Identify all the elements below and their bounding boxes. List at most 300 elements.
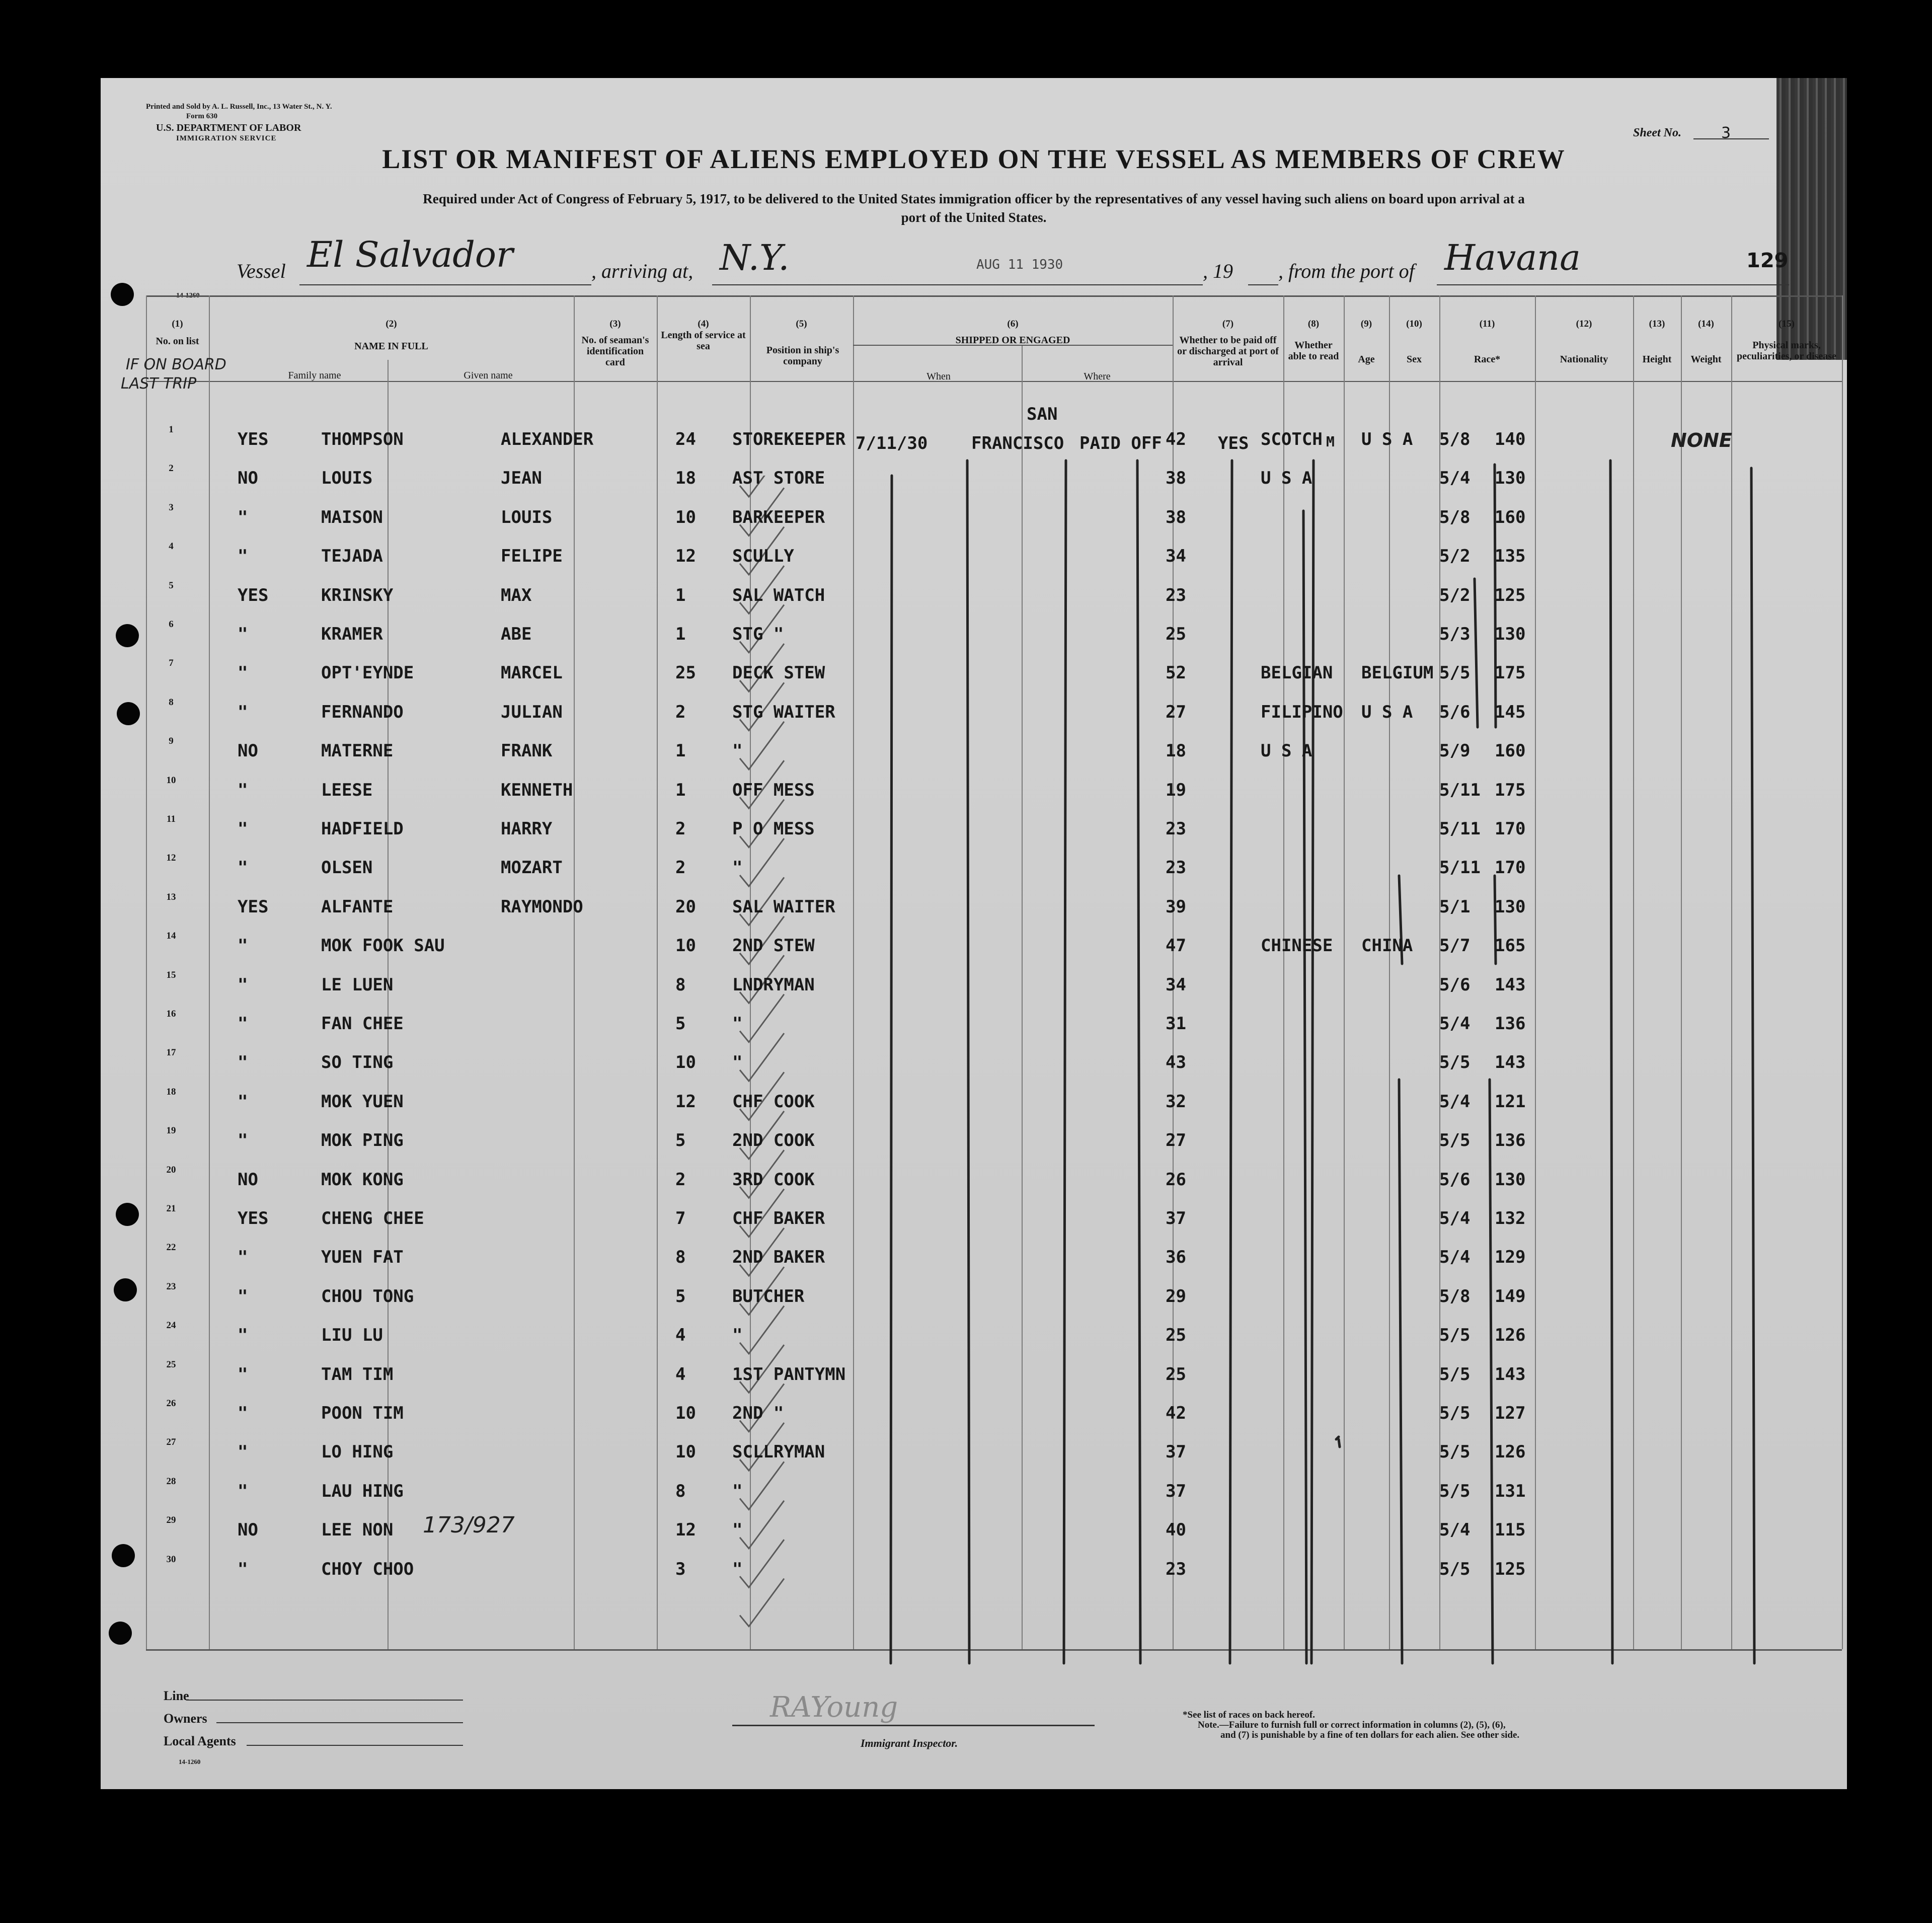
row-number: 1 [169, 424, 174, 435]
col-num-8: (8) [1307, 319, 1320, 329]
cell-height: 5/5 [1439, 1130, 1471, 1151]
cell-on-board: " [238, 1052, 248, 1073]
cell-length-of-service: 2 [675, 858, 686, 878]
cell-weight: 143 [1495, 1364, 1526, 1384]
row-number: 3 [169, 502, 174, 513]
col-head-age: Age [1358, 354, 1375, 365]
cell-height: 5/11 [1439, 819, 1481, 839]
cell-family-name: HADFIELD [321, 819, 404, 839]
cell-family-name: MOK KONG [321, 1169, 404, 1190]
paid-off: PAID OFF [1079, 433, 1162, 453]
cell-height: 5/4 [1439, 468, 1471, 489]
col-num-13: (13) [1649, 319, 1665, 329]
col-head-shipped: SHIPPED OR ENGAGED [955, 335, 1070, 346]
cell-position: " [732, 1052, 743, 1073]
cell-age: 25 [1166, 1325, 1186, 1346]
cell-on-board: " [238, 780, 248, 800]
cell-on-board: " [238, 1014, 248, 1034]
cell-family-name: MATERNE [321, 741, 394, 761]
col-num-3: (3) [609, 319, 621, 329]
printer-imprint: Printed and Sold by A. L. Russell, Inc., 13 Water St., N. Y. [146, 103, 332, 111]
col-num-15: (15) [1779, 319, 1795, 329]
cell-given-name: FELIPE [501, 546, 563, 567]
cell-length-of-service: 4 [675, 1364, 686, 1384]
cell-family-name: FAN CHEE [321, 1014, 404, 1034]
annotation-if-on-board: IF ON BOARD [126, 356, 226, 373]
cell-length-of-service: 24 [675, 429, 696, 449]
cell-weight: 130 [1495, 1169, 1526, 1190]
vessel-name: El Salvador [307, 234, 513, 275]
cell-position: CHF COOK [732, 1091, 815, 1112]
cell-position: DECK STEW [732, 663, 825, 683]
cell-on-board: " [238, 1247, 248, 1268]
cell-family-name: CHOY CHOO [321, 1559, 414, 1579]
cell-height: 5/11 [1439, 858, 1481, 878]
shipped-where-top: SAN [1027, 404, 1058, 424]
cell-weight: 175 [1495, 663, 1526, 683]
row-number: 20 [166, 1164, 176, 1175]
cell-given-name: KENNETH [501, 780, 573, 800]
cell-age: 37 [1166, 1481, 1186, 1501]
cell-weight: 175 [1495, 780, 1526, 800]
cell-age: 38 [1166, 507, 1186, 527]
sex-value: M [1326, 433, 1335, 450]
cell-family-name: KRAMER [321, 624, 383, 644]
cell-age: 52 [1166, 663, 1186, 683]
binder-hole [116, 624, 139, 647]
col-num-1: (1) [172, 319, 183, 329]
cell-length-of-service: 2 [675, 819, 686, 839]
year-label: , 19 [1203, 260, 1233, 282]
row-number: 7 [169, 658, 174, 669]
cell-position: 2ND BAKER [732, 1247, 825, 1268]
cell-length-of-service: 5 [675, 1286, 686, 1306]
shipped-where: FRANCISCO [971, 433, 1064, 453]
cell-length-of-service: 10 [675, 1052, 696, 1073]
cell-nationality: BELGIUM [1361, 663, 1434, 683]
cell-length-of-service: 10 [675, 1403, 696, 1423]
footer-note-3: and (7) is punishable by a fine of ten dollars for each alien. See other side. [1220, 1730, 1520, 1740]
cell-position: STG " [732, 624, 784, 644]
cell-position: " [732, 1520, 743, 1541]
cell-on-board: " [238, 1481, 248, 1501]
col-head-physical-marks: Physical marks, peculiarities, or disease [1737, 340, 1836, 362]
cell-age: 34 [1166, 974, 1186, 995]
cell-position: SCULLY [732, 546, 794, 567]
cell-given-name: JULIAN [501, 702, 563, 722]
cell-nationality: CHINA [1361, 936, 1413, 956]
inspector-label: Immigrant Inspector. [861, 1737, 958, 1749]
cell-family-name: LIU LU [321, 1325, 383, 1346]
department-name: U.S. DEPARTMENT OF LABOR [156, 122, 301, 133]
col-num-7: (7) [1222, 319, 1234, 329]
cell-weight: 132 [1495, 1208, 1526, 1228]
cell-age: 25 [1166, 1364, 1186, 1384]
cell-length-of-service: 12 [675, 1091, 696, 1112]
able-to-read: YES [1218, 433, 1249, 453]
cell-age: 47 [1166, 936, 1186, 956]
cell-weight: 143 [1495, 974, 1526, 995]
cell-weight: 145 [1495, 702, 1526, 722]
cell-age: 29 [1166, 1286, 1186, 1306]
cell-on-board: " [238, 1364, 248, 1384]
row-number: 28 [166, 1476, 176, 1487]
cell-age: 37 [1166, 1208, 1186, 1228]
sheet-label: Sheet No. [1633, 126, 1681, 139]
cell-weight: 160 [1495, 741, 1526, 761]
row-number: 11 [167, 814, 176, 824]
col-head-name: NAME IN FULL [354, 341, 428, 352]
cell-race: BELGIAN [1261, 663, 1333, 683]
cell-weight: 121 [1495, 1091, 1526, 1112]
col-head-sex: Sex [1407, 354, 1422, 365]
cell-length-of-service: 8 [675, 974, 686, 995]
row-number: 19 [166, 1125, 176, 1136]
cell-on-board: " [238, 1559, 248, 1579]
cell-age: 36 [1166, 1247, 1186, 1268]
cell-weight: 160 [1495, 507, 1526, 527]
cell-length-of-service: 8 [675, 1481, 686, 1501]
footer-owners-field [216, 1722, 463, 1723]
cell-age: 34 [1166, 546, 1186, 567]
physical-marks-value: NONE [1671, 429, 1732, 451]
cell-age: 18 [1166, 741, 1186, 761]
form-number: Form 630 [186, 112, 218, 120]
from-port-label: , from the port of [1278, 260, 1415, 282]
row-number: 26 [166, 1398, 176, 1409]
cell-height: 5/6 [1439, 974, 1471, 995]
vessel-label: Vessel [237, 260, 286, 282]
cell-family-name: LEE NON [321, 1520, 394, 1541]
cell-length-of-service: 20 [675, 896, 696, 917]
inspector-signature: RAYoung [770, 1691, 898, 1724]
cell-given-name: RAYMONDO [501, 896, 583, 917]
cell-height: 5/8 [1439, 1286, 1471, 1306]
cell-age: 39 [1166, 896, 1186, 917]
row-number: 13 [166, 891, 176, 902]
cell-family-name: YUEN FAT [321, 1247, 404, 1268]
row-number: 29 [166, 1515, 176, 1526]
cell-length-of-service: 5 [675, 1014, 686, 1034]
service-name: IMMIGRATION SERVICE [176, 134, 277, 142]
cell-age: 19 [1166, 780, 1186, 800]
cell-weight: 130 [1495, 624, 1526, 644]
cell-on-board: " [238, 546, 248, 567]
cell-on-board: NO [238, 741, 258, 761]
binder-hole [112, 1544, 135, 1567]
cell-position: 2ND COOK [732, 1130, 815, 1151]
cell-weight: 130 [1495, 468, 1526, 489]
cell-age: 38 [1166, 468, 1186, 489]
row-number: 4 [169, 541, 174, 552]
cell-on-board: YES [238, 1208, 269, 1228]
cell-race: U S A [1261, 468, 1312, 489]
footer-note-1: *See list of races on back hereof. [1183, 1710, 1315, 1720]
row-number: 24 [166, 1320, 176, 1331]
cell-given-name: ABE [501, 624, 532, 644]
subhead-given-name: Given name [463, 370, 513, 381]
pen-note: 173/927 [423, 1512, 515, 1538]
row-number: 9 [169, 736, 174, 747]
binder-hole [109, 1622, 132, 1645]
binder-hole [116, 1203, 139, 1226]
col-head-race: Race* [1474, 354, 1501, 365]
cell-position: " [732, 1559, 743, 1579]
cell-position: SCLLRYMAN [732, 1442, 825, 1463]
cell-on-board: " [238, 507, 248, 527]
row-number: 21 [166, 1203, 176, 1214]
annotation-last-trip: LAST TRIP [121, 375, 197, 393]
cell-family-name: TAM TIM [321, 1364, 394, 1384]
cell-height: 5/5 [1439, 1052, 1471, 1073]
cell-height: 5/5 [1439, 1481, 1471, 1501]
row-number: 17 [166, 1047, 176, 1058]
cell-length-of-service: 18 [675, 468, 696, 489]
cell-on-board: " [238, 1091, 248, 1112]
cell-age: 43 [1166, 1052, 1186, 1073]
cell-length-of-service: 3 [675, 1559, 686, 1579]
cell-family-name: SO TING [321, 1052, 394, 1073]
row-number: 14 [166, 931, 176, 942]
cell-race: FILIPINO [1261, 702, 1343, 722]
binder-hole [111, 283, 134, 306]
col-head-weight: Weight [1690, 354, 1722, 365]
footer-agents-field [247, 1745, 463, 1746]
cell-nationality: U S A [1361, 702, 1413, 722]
cell-given-name: ALEXANDER [501, 429, 594, 449]
binder-hole [114, 1278, 137, 1301]
cell-age: 42 [1166, 429, 1186, 449]
row-number: 18 [166, 1086, 176, 1097]
cell-length-of-service: 5 [675, 1130, 686, 1151]
cell-length-of-service: 8 [675, 1247, 686, 1268]
col-num-9: (9) [1360, 319, 1372, 329]
cell-age: 42 [1166, 1403, 1186, 1423]
cell-height: 5/4 [1439, 1247, 1471, 1268]
binder-hole [117, 702, 140, 725]
cell-family-name: LO HING [321, 1442, 394, 1463]
cell-height: 5/2 [1439, 585, 1471, 605]
cell-height: 5/4 [1439, 1208, 1471, 1228]
cell-length-of-service: 25 [675, 663, 696, 683]
cell-family-name: CHOU TONG [321, 1286, 414, 1306]
cell-length-of-service: 2 [675, 702, 686, 722]
cell-weight: 135 [1495, 546, 1526, 567]
cell-height: 5/6 [1439, 702, 1471, 722]
cell-position: SAL WATCH [732, 585, 825, 605]
cell-length-of-service: 4 [675, 1325, 686, 1346]
cell-weight: 149 [1495, 1286, 1526, 1306]
cell-family-name: LE LUEN [321, 974, 394, 995]
cell-on-board: " [238, 974, 248, 995]
cell-weight: 131 [1495, 1481, 1526, 1501]
cell-on-board: " [238, 702, 248, 722]
cell-position: OFF MESS [732, 780, 815, 800]
cell-given-name: JEAN [501, 468, 542, 489]
cell-weight: 170 [1495, 819, 1526, 839]
cell-height: 5/5 [1439, 1403, 1471, 1423]
col-head-id-card: No. of seaman's identification card [581, 335, 649, 368]
col-num-10: (10) [1406, 319, 1422, 329]
page-number: 129 [1746, 249, 1789, 272]
cell-family-name: ALFANTE [321, 896, 394, 917]
cell-height: 5/4 [1439, 1091, 1471, 1112]
cell-weight: 136 [1495, 1130, 1526, 1151]
cell-family-name: TEJADA [321, 546, 383, 567]
cell-length-of-service: 10 [675, 936, 696, 956]
arriving-label: , arriving at, [591, 260, 693, 282]
row-number: 22 [166, 1242, 176, 1253]
cell-family-name: POON TIM [321, 1403, 404, 1423]
col-num-14: (14) [1698, 319, 1714, 329]
cell-position: 1ST PANTYMN [732, 1364, 846, 1384]
col-head-length-of-service: Length of service at sea [661, 330, 746, 352]
cell-length-of-service: 2 [675, 1169, 686, 1190]
sheet-number: 3 [1721, 124, 1731, 142]
date-stamp: AUG 11 1930 [976, 257, 1063, 272]
cell-length-of-service: 12 [675, 546, 696, 567]
row-number: 10 [166, 775, 176, 786]
cell-on-board: " [238, 1286, 248, 1306]
cell-family-name: KRINSKY [321, 585, 394, 605]
cell-height: 5/9 [1439, 741, 1471, 761]
cell-position: LNDRYMAN [732, 974, 815, 995]
cell-age: 31 [1166, 1014, 1186, 1034]
cell-on-board: " [238, 663, 248, 683]
cell-height: 5/5 [1439, 1559, 1471, 1579]
subhead-family-name: Family name [288, 370, 341, 381]
footer-agents-label: Local Agents [164, 1734, 236, 1748]
cell-age: 37 [1166, 1442, 1186, 1463]
cell-position: AST STORE [732, 468, 825, 489]
cell-position: SAL WAITER [732, 896, 835, 917]
cell-position: " [732, 741, 743, 761]
cell-family-name: LEESE [321, 780, 373, 800]
cell-position: 2ND STEW [732, 936, 815, 956]
footer-form-code: 14-1260 [179, 1758, 201, 1765]
cell-on-board: " [238, 819, 248, 839]
cell-given-name: MAX [501, 585, 532, 605]
cell-on-board: " [238, 1325, 248, 1346]
cell-height: 5/5 [1439, 1364, 1471, 1384]
row-number: 15 [166, 969, 176, 980]
cell-position: " [732, 1481, 743, 1501]
cell-weight: 115 [1495, 1520, 1526, 1541]
cell-age: 23 [1166, 585, 1186, 605]
row-number: 16 [166, 1009, 176, 1019]
cell-weight: 165 [1495, 936, 1526, 956]
cell-height: 5/2 [1439, 546, 1471, 567]
cell-age: 25 [1166, 624, 1186, 644]
cell-race: CHINESE [1261, 936, 1333, 956]
cell-position: BUTCHER [732, 1286, 805, 1306]
cell-height: 5/5 [1439, 663, 1471, 683]
cell-family-name: MAISON [321, 507, 383, 527]
cell-length-of-service: 1 [675, 780, 686, 800]
subtitle-line-1: Required under Act of Congress of February 5, 1917, to be delivered to the United States immigration officer by the representatives of any vessel having such aliens on board upon arrival at a [423, 191, 1525, 206]
col-head-paid-off: Whether to be paid off or discharged at port of arrival [1177, 335, 1279, 368]
cell-family-name: LAU HING [321, 1481, 404, 1501]
cell-weight: 130 [1495, 896, 1526, 917]
cell-length-of-service: 1 [675, 741, 686, 761]
cell-on-board: " [238, 624, 248, 644]
manifest-sheet [101, 78, 1847, 1789]
cell-on-board: YES [238, 585, 269, 605]
row-number: 12 [166, 853, 176, 864]
cell-height: 5/6 [1439, 1169, 1471, 1190]
subtitle-line-2: port of the United States. [901, 210, 1047, 225]
cell-length-of-service: 10 [675, 507, 696, 527]
cell-age: 40 [1166, 1520, 1186, 1541]
col-head-no-on-list: No. on list [156, 336, 199, 347]
cell-on-board: YES [238, 896, 269, 917]
cell-family-name: MOK YUEN [321, 1091, 404, 1112]
cell-weight: 126 [1495, 1325, 1526, 1346]
cell-height: 5/8 [1439, 507, 1471, 527]
cell-length-of-service: 1 [675, 585, 686, 605]
cell-family-name: OPT'EYNDE [321, 663, 414, 683]
cell-height: 5/3 [1439, 624, 1471, 644]
col-num-6: (6) [1007, 319, 1019, 329]
cell-position: " [732, 1014, 743, 1034]
cell-weight: 129 [1495, 1247, 1526, 1268]
cell-age: 23 [1166, 819, 1186, 839]
cell-given-name: MOZART [501, 858, 563, 878]
col-head-able-to-read: Whether able to read [1288, 340, 1339, 362]
cell-position: " [732, 858, 743, 878]
cell-weight: 170 [1495, 858, 1526, 878]
subhead-where: Where [1084, 371, 1111, 382]
cell-on-board: NO [238, 1169, 258, 1190]
cell-age: 26 [1166, 1169, 1186, 1190]
col-num-5: (5) [796, 319, 807, 329]
cell-family-name: CHENG CHEE [321, 1208, 424, 1228]
cell-position: " [732, 1325, 743, 1346]
footer-owners-label: Owners [164, 1711, 207, 1726]
cell-position: 3RD COOK [732, 1169, 815, 1190]
col-num-4: (4) [698, 319, 709, 329]
col-head-nationality: Nationality [1560, 354, 1608, 365]
cell-position: 2ND " [732, 1403, 784, 1423]
cell-length-of-service: 1 [675, 624, 686, 644]
cell-age: 27 [1166, 702, 1186, 722]
cell-weight: 125 [1495, 585, 1526, 605]
cell-height: 5/4 [1439, 1520, 1471, 1541]
cell-race: SCOTCH [1261, 429, 1323, 449]
cell-on-board: " [238, 1403, 248, 1423]
cell-weight: 125 [1495, 1559, 1526, 1579]
cell-position: CHF BAKER [732, 1208, 825, 1228]
cell-age: 27 [1166, 1130, 1186, 1151]
cell-family-name: MOK FOOK SAU [321, 936, 445, 956]
cell-given-name: LOUIS [501, 507, 553, 527]
cell-height: 5/11 [1439, 780, 1481, 800]
subhead-when: When [926, 371, 951, 382]
arriving-port: N.Y. [720, 237, 790, 278]
from-port: Havana [1444, 237, 1581, 278]
footer-note-2: Note.—Failure to furnish full or correct information in columns (2), (5), (6), [1198, 1720, 1506, 1730]
cell-length-of-service: 7 [675, 1208, 686, 1228]
row-number: 23 [166, 1281, 176, 1292]
cell-height: 5/4 [1439, 1014, 1471, 1034]
cell-on-board: " [238, 1442, 248, 1463]
cell-position: STG WAITER [732, 702, 835, 722]
cell-race: U S A [1261, 741, 1312, 761]
col-head-position: Position in ship's company [766, 345, 839, 367]
cell-weight: 126 [1495, 1442, 1526, 1463]
cell-family-name: LOUIS [321, 468, 373, 489]
inspector-signature-line [732, 1725, 1095, 1726]
